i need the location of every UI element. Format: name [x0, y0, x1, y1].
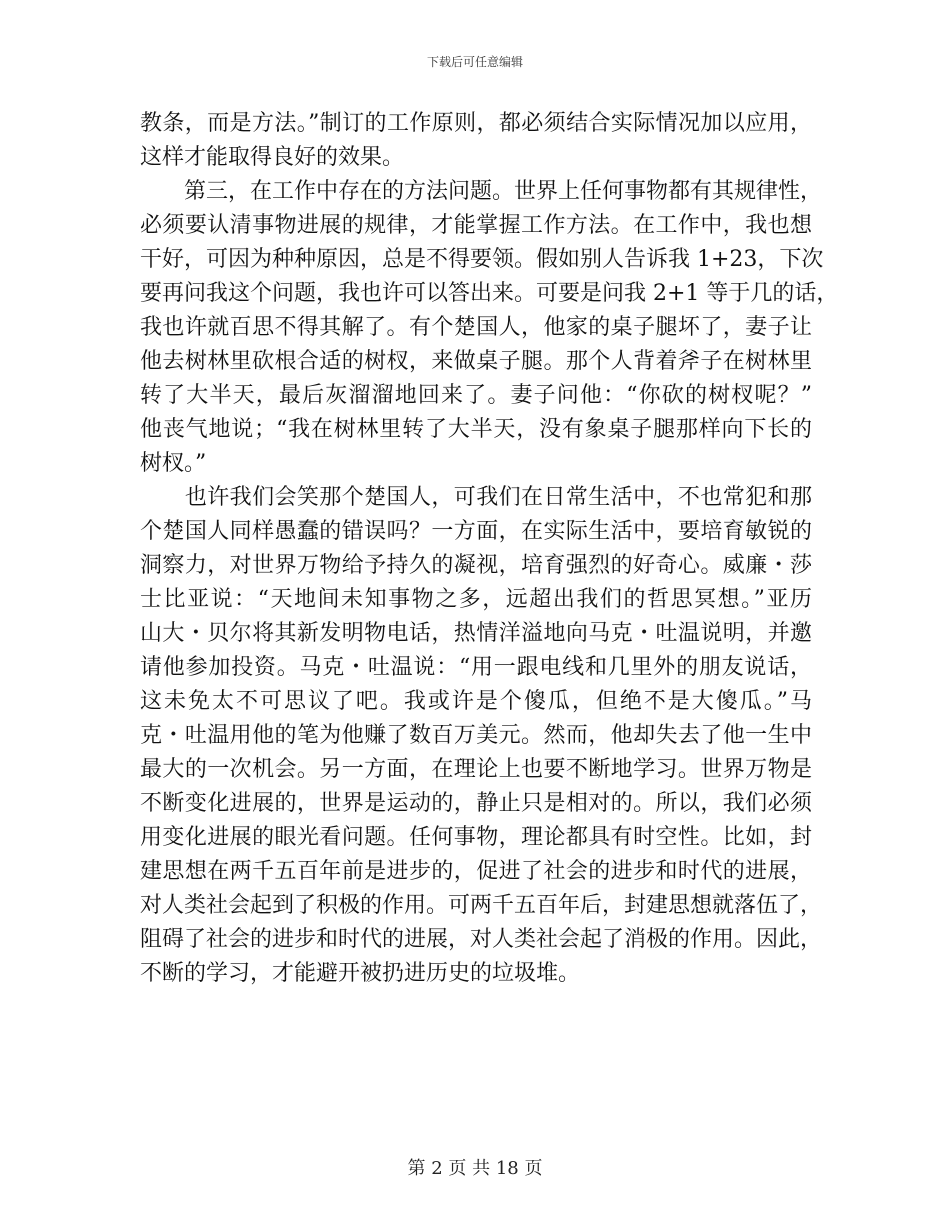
text-line: 阻碍了社会的进步和时代的进展，对人类社会起了消极的作用。因此， — [140, 927, 823, 952]
text-line: 转了大半天，最后灰溜溜地回来了。妻子问他：“你砍的树杈呢？” — [140, 383, 812, 408]
page-header: 下载后可任意编辑 — [426, 55, 523, 69]
text-line: 第三，在工作中存在的方法问题。世界上任何事物都有其规律性， — [140, 179, 823, 204]
text-line: 树杈。” — [140, 451, 207, 476]
text-line: 这样才能取得良好的效果。 — [140, 145, 405, 170]
text-line: 他去树林里砍根合适的树杈，来做桌子腿。那个人背着斧子在树林里 — [140, 349, 812, 374]
text-line: 不断的学习，才能避开被扔进历史的垃圾堆。 — [140, 961, 581, 986]
text-line: 士比亚说：“天地间未知事物之多，远超出我们的哲思冥想。”亚历 — [140, 587, 812, 612]
text-line: 教条，而是方法。”制订的工作原则，都必须结合实际情况加以应用， — [140, 111, 812, 136]
text-line: 个楚国人同样愚蠢的错误吗？一方面，在实际生活中，要培育敏锐的 — [140, 519, 812, 544]
text-line: 请他参加投资。马克・吐温说：“用一跟电线和几里外的朋友说话， — [140, 655, 812, 680]
page-number: 第 2 页 共 18 页 — [407, 1158, 543, 1179]
text-line: 建思想在两千五百年前是进步的，促进了社会的进步和时代的进展， — [140, 859, 812, 884]
text-line: 要再问我这个问题，我也许可以答出来。可要是问我 2+1 等于几的话， — [140, 281, 839, 306]
document-body — [140, 107, 839, 991]
text-line: 最大的一次机会。另一方面，在理论上也要不断地学习。世界万物是 — [140, 757, 812, 782]
text-line: 洞察力，对世界万物给予持久的凝视，培育强烈的好奇心。威廉・莎 — [140, 553, 812, 578]
text-line: 必须要认清事物进展的规律，才能掌握工作方法。在工作中，我也想 — [140, 213, 812, 238]
text-line: 克・吐温用他的笔为他赚了数百万美元。然而，他却失去了他一生中 — [140, 723, 812, 748]
text-line: 我也许就百思不得其解了。有个楚国人，他家的桌子腿坏了，妻子让 — [140, 315, 812, 340]
text-line: 干好，可因为种种原因，总是不得要领。假如别人告诉我 1+23，下次 — [140, 247, 824, 272]
text-line: 不断变化进展的，世界是运动的，静止只是相对的。所以，我们必须 — [140, 791, 812, 816]
text-line: 对人类社会起到了积极的作用。可两千五百年后，封建思想就落伍了， — [140, 893, 823, 918]
text-line: 山大・贝尔将其新发明物电话，热情洋溢地向马克・吐温说明，并邀 — [140, 621, 812, 646]
text-line: 用变化进展的眼光看问题。任何事物，理论都具有时空性。比如，封 — [140, 825, 812, 850]
text-line: 也许我们会笑那个楚国人，可我们在日常生活中，不也常犯和那 — [140, 485, 812, 510]
text-line: 他丧气地说；“我在树林里转了大半天，没有象桌子腿那样向下长的 — [140, 417, 812, 442]
text-line: 这未免太不可思议了吧。我或许是个傻瓜，但绝不是大傻瓜。”马 — [140, 689, 812, 714]
